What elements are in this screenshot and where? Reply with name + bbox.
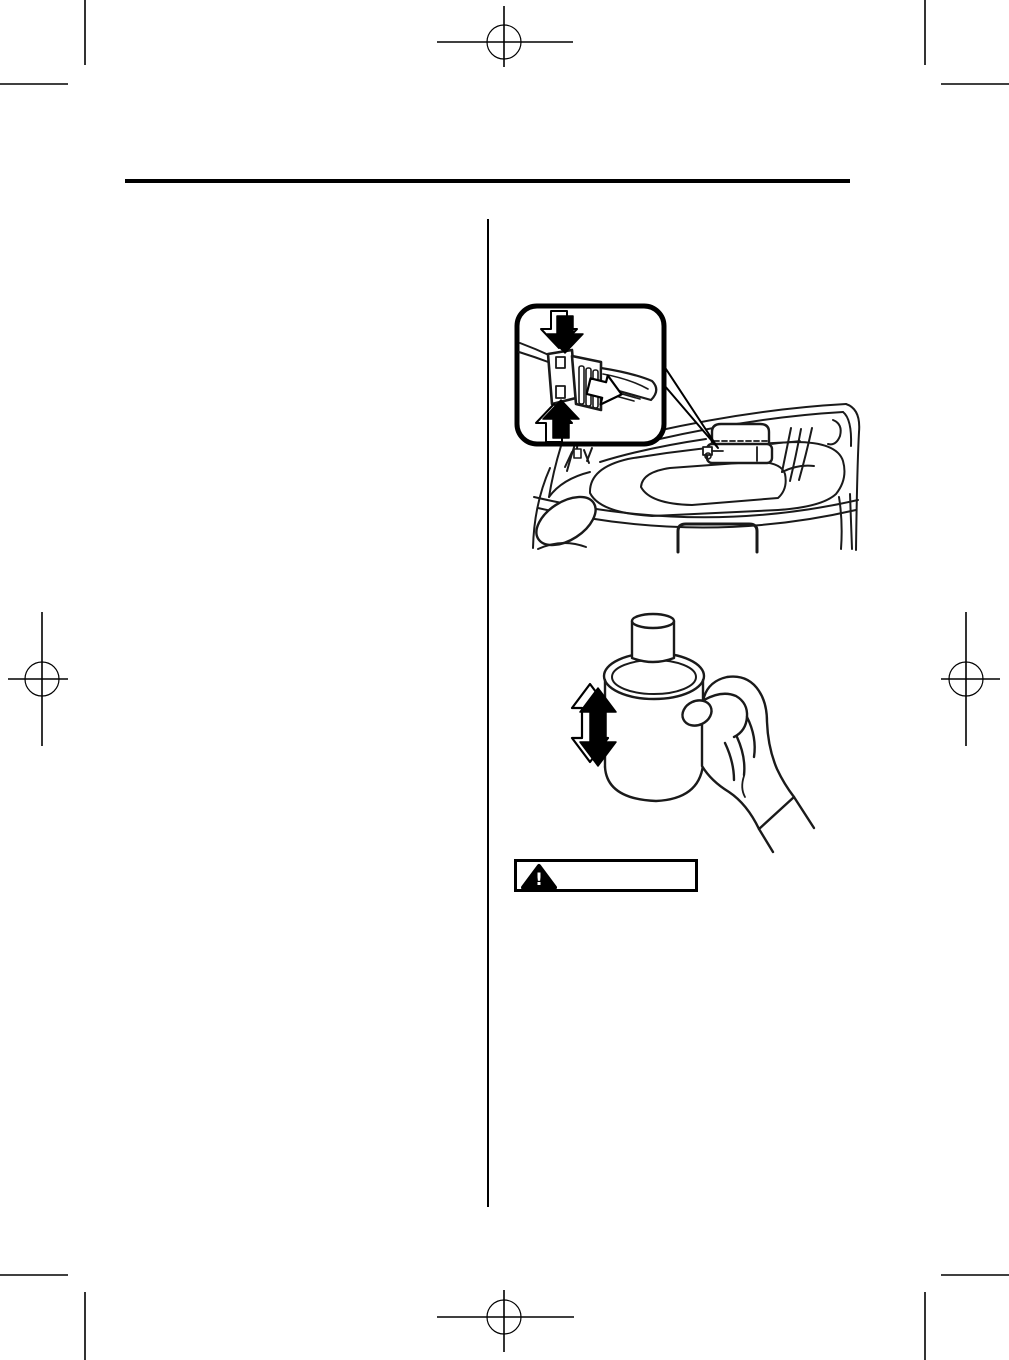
crop-mark-bottom-left <box>0 1275 85 1360</box>
crop-mark-top-right <box>925 0 1009 84</box>
column-divider <box>487 219 489 1207</box>
registration-target-left-middle <box>8 612 68 746</box>
warning-exclamation: ! <box>535 869 543 889</box>
registration-target-top-center <box>437 6 573 67</box>
warning-triangle-icon <box>521 863 557 889</box>
crop-mark-top-left <box>0 0 85 84</box>
registration-target-right-middle <box>941 612 1000 746</box>
header-rule <box>125 179 850 183</box>
warning-box <box>514 859 698 892</box>
shake-arrow-icon <box>572 684 616 766</box>
registration-target-bottom-center <box>437 1290 574 1352</box>
buckle-inset <box>517 306 664 444</box>
figure-shake-bottle-illustration <box>558 593 818 858</box>
hand-drawing <box>678 677 814 852</box>
crop-mark-bottom-right <box>925 1275 1009 1360</box>
figure-trunk-kit-illustration <box>505 295 870 565</box>
